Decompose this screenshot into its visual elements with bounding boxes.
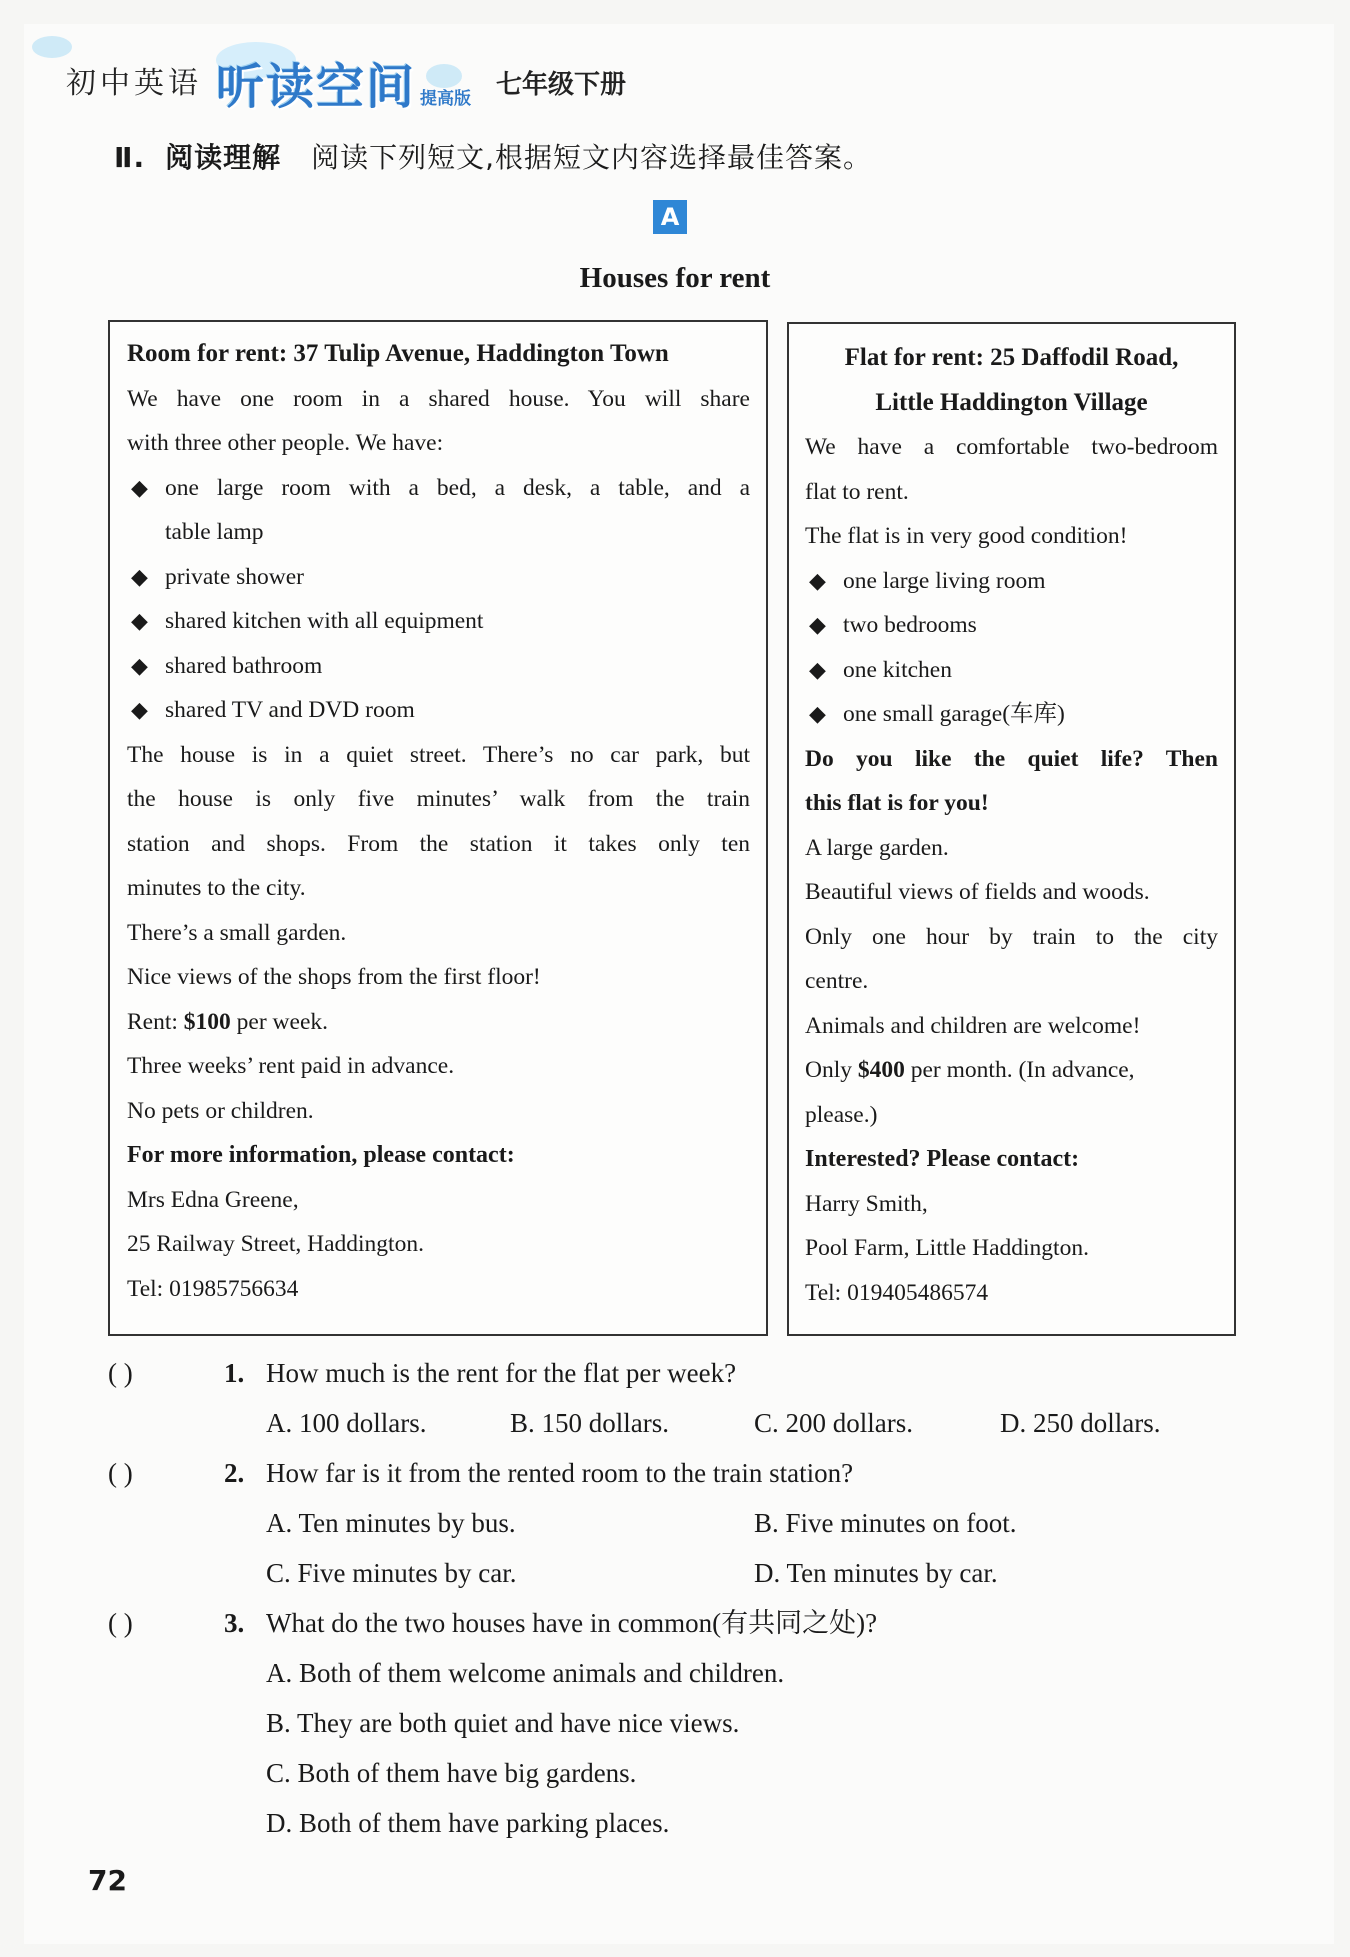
flat-feature: ◆ one small garage(车库) (805, 692, 1218, 737)
room-feature: ◆ shared kitchen with all equipment (127, 599, 750, 644)
option-c: C. 200 dollars. (754, 1408, 913, 1438)
flat-price (805, 1048, 1218, 1093)
question-stem: How far is it from the rented room to the train station? (266, 1458, 854, 1488)
option-a: A. Both of them welcome animals and children. (266, 1658, 785, 1688)
question-1 (108, 1348, 1248, 1398)
question-number: 1. (224, 1358, 245, 1388)
flat-contact-address: Pool Farm, Little Haddington. (805, 1235, 1089, 1261)
flat-contact-heading: Interested? Please contact: (805, 1146, 1080, 1172)
flat-price-prefix: Only (805, 1057, 852, 1083)
question-2-options (108, 1498, 1248, 1548)
answer-blank[interactable]: ( ) (108, 1608, 133, 1638)
flat-intro-line: We have a comfortable two-bedroom (805, 434, 1218, 460)
room-views: Nice views of the shops from the first floor! (127, 964, 541, 990)
room-garden: There’s a small garden. (127, 919, 347, 946)
section-numeral: Ⅱ. (114, 141, 146, 174)
flat-feature: ◆ two bedrooms (805, 603, 1218, 648)
section-title: 阅读理解 (165, 141, 282, 174)
passage-title: Houses for rent (579, 262, 771, 294)
flat-contact-tel: Tel: 019405486574 (805, 1279, 989, 1306)
room-for-rent-ad (108, 320, 768, 1336)
question-3-options (108, 1648, 1248, 1698)
brand-logo: 听读空间 (216, 59, 417, 115)
flat-price-amount: $400 (857, 1057, 905, 1083)
room-intro-line: with three other people. We have: (127, 430, 444, 456)
room-contact-heading: For more information, please contact: (127, 1142, 515, 1168)
room-rent (127, 1000, 750, 1045)
cloud-decoration (32, 36, 72, 58)
answer-blank[interactable]: ( ) (108, 1358, 133, 1388)
option-c: C. Both of them have big gardens. (266, 1758, 637, 1788)
flat-price-continued: please.) (805, 1101, 878, 1128)
question-3-options (108, 1698, 1248, 1748)
room-heading: Room for rent: 37 Tulip Avenue, Haddington Town (127, 340, 669, 367)
flat-condition: The flat is in very good condition! (805, 523, 1128, 549)
section-instruction: 阅读下列短文,根据短文内容选择最佳答案。 (311, 141, 873, 174)
room-feature: ◆ shared TV and DVD room (127, 688, 750, 733)
flat-for-rent-ad (787, 322, 1236, 1336)
passage-label: A (653, 200, 687, 234)
rent-label: Rent: (127, 1008, 178, 1035)
question-stem: What do the two houses have in common(有共同之处)? (266, 1608, 878, 1638)
flat-contact-name: Harry Smith, (805, 1190, 928, 1217)
flat-garden: A large garden. (805, 834, 949, 861)
option-b: B. They are both quiet and have nice views. (266, 1708, 740, 1738)
question-2 (108, 1448, 1248, 1498)
room-description: the house is only five minutes’ walk from the train (127, 786, 750, 812)
flat-heading: Flat for rent: 25 Daffodil Road, (844, 344, 1179, 371)
question-3-options (108, 1798, 1248, 1848)
room-contact-address: 25 Railway Street, Haddington. (127, 1231, 424, 1257)
room-description: station and shops. From the station it takes only ten (127, 830, 750, 857)
flat-train: centre. (805, 968, 869, 994)
option-d: D. 250 dollars. (1000, 1408, 1161, 1438)
option-a: A. Ten minutes by bus. (266, 1508, 516, 1538)
room-feature: ◆ private shower (127, 555, 750, 600)
option-c: C. Five minutes by car. (266, 1558, 517, 1588)
room-intro-line: We have one room in a shared house. You will share (127, 385, 750, 412)
room-feature: ◆ one large room with a bed, a desk, a table, and a (127, 466, 750, 511)
question-number: 2. (224, 1458, 245, 1488)
page-number: 72 (88, 1864, 127, 1897)
option-d: D. Both of them have parking places. (266, 1808, 670, 1838)
flat-views: Beautiful views of fields and woods. (805, 879, 1150, 905)
rent-amount: $100 (183, 1008, 231, 1035)
room-contact-tel: Tel: 01985756634 (127, 1275, 299, 1302)
room-contact-name: Mrs Edna Greene, (127, 1186, 299, 1213)
option-a: A. 100 dollars. (266, 1408, 427, 1438)
room-description: minutes to the city. (127, 875, 306, 901)
section-heading (114, 136, 872, 176)
room-advance: Three weeks’ rent paid in advance. (127, 1053, 455, 1079)
question-2-options (108, 1548, 1248, 1598)
flat-feature: ◆ one large living room (805, 559, 1218, 604)
flat-heading: Little Haddington Village (875, 388, 1148, 416)
flat-train: Only one hour by train to the city (805, 923, 1218, 950)
flat-feature: ◆ one kitchen (805, 648, 1218, 693)
option-d: D. Ten minutes by car. (754, 1558, 998, 1588)
flat-welcome: Animals and children are welcome! (805, 1012, 1141, 1039)
option-b: B. 150 dollars. (510, 1408, 669, 1438)
room-restrictions: No pets or children. (127, 1097, 314, 1124)
room-feature-continued: table lamp (165, 519, 264, 545)
question-3 (108, 1598, 1248, 1648)
option-b: B. Five minutes on foot. (754, 1508, 1017, 1538)
room-description: The house is in a quiet street. There’s no car park, but (127, 741, 750, 768)
book-header (66, 48, 666, 118)
series-name: 初中英语 (66, 66, 202, 101)
grade-label: 七年级下册 (496, 70, 627, 100)
questions (108, 1348, 1248, 1848)
question-number: 3. (224, 1608, 245, 1638)
flat-price-rest: per month. (In advance, (910, 1057, 1135, 1083)
question-1-options (108, 1398, 1248, 1448)
edition-tag: 提高版 (420, 89, 471, 109)
question-3-options (108, 1748, 1248, 1798)
room-feature: ◆ shared bathroom (127, 644, 750, 689)
flat-intro-line: flat to rent. (805, 478, 909, 505)
flat-quiet-life: this flat is for you! (805, 790, 989, 816)
answer-blank[interactable]: ( ) (108, 1458, 133, 1488)
rent-unit: per week. (236, 1008, 329, 1035)
question-stem: How much is the rent for the flat per week? (266, 1358, 737, 1388)
flat-quiet-life: Do you like the quiet life? Then (805, 745, 1218, 772)
